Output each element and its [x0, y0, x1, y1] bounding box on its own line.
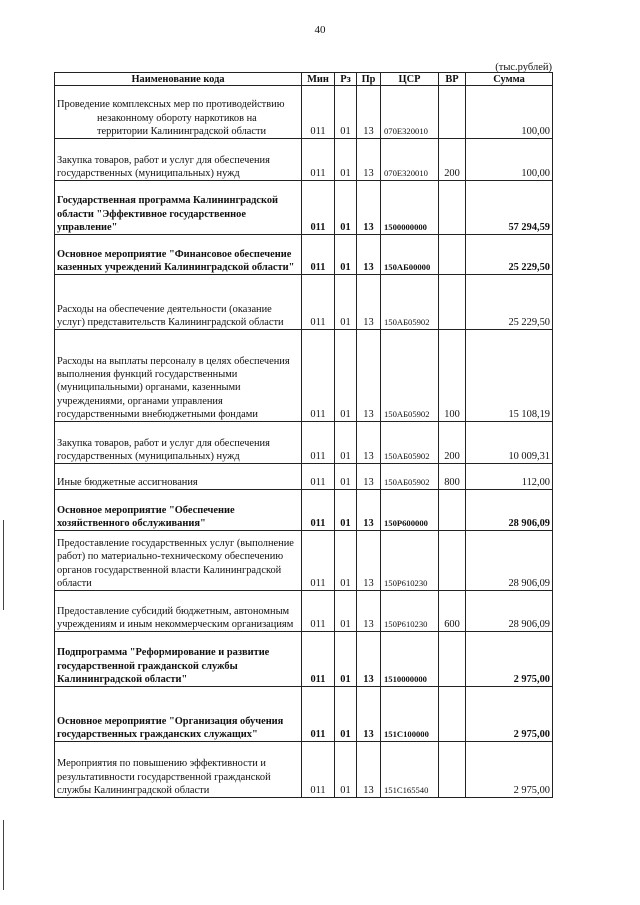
row-csr: 150АБ05902: [381, 275, 439, 330]
row-rz: 01: [335, 86, 357, 139]
row-csr: 1500000000: [381, 181, 439, 235]
row-name: Основное мероприятие "Обеспечение хозяйственного обслуживания": [55, 490, 302, 531]
row-pr: 13: [357, 490, 381, 531]
row-pr: 13: [357, 275, 381, 330]
row-min: 011: [302, 591, 335, 632]
table-header-row: [55, 73, 553, 86]
row-pr: 13: [357, 330, 381, 422]
table-row: [55, 687, 553, 742]
row-name: Государственная программа Калининградской области "Эффективное государственное управление": [55, 181, 302, 235]
header-sum: Сумма: [466, 73, 553, 86]
row-min: 011: [302, 742, 335, 798]
row-min: 011: [302, 632, 335, 687]
page-number: 40: [314, 24, 326, 36]
row-vr: [439, 632, 466, 687]
row-vr: [439, 687, 466, 742]
row-sum: 112,00: [466, 464, 553, 490]
row-csr: 070Е320010: [381, 139, 439, 181]
row-sum: 15 108,19: [466, 330, 553, 422]
row-sum: 28 906,09: [466, 490, 553, 531]
row-min: 011: [302, 490, 335, 531]
row-pr: 13: [357, 531, 381, 591]
row-min: 011: [302, 139, 335, 181]
row-name: Мероприятия по повышению эффективности и результативности государственной гражданской службы Калининградской области: [55, 742, 302, 798]
row-min: 011: [302, 181, 335, 235]
header-rz: Рз: [335, 73, 357, 86]
row-rz: 01: [335, 632, 357, 687]
row-sum: 25 229,50: [466, 275, 553, 330]
row-csr: 150Р610230: [381, 531, 439, 591]
row-min: 011: [302, 464, 335, 490]
row-min: 011: [302, 235, 335, 275]
table-row: [55, 531, 553, 591]
row-name: Основное мероприятие "Финансовое обеспечение казенных учреждений Калининградской области": [55, 235, 302, 275]
table-row: [55, 422, 553, 464]
row-csr: 151С165540: [381, 742, 439, 798]
row-vr: 600: [439, 591, 466, 632]
table-row: [55, 742, 553, 798]
row-sum: 2 975,00: [466, 687, 553, 742]
budget-table: [54, 72, 553, 798]
row-sum: 2 975,00: [466, 632, 553, 687]
row-rz: 01: [335, 330, 357, 422]
row-vr: [439, 490, 466, 531]
row-rz: 01: [335, 181, 357, 235]
units-note: (тыс.рублей): [495, 62, 552, 73]
table-row: [55, 632, 553, 687]
row-sum: 28 906,09: [466, 531, 553, 591]
row-name: Закупка товаров, работ и услуг для обеспечения государственных (муниципальных) нужд: [55, 139, 302, 181]
row-sum: 2 975,00: [466, 742, 553, 798]
row-vr: 200: [439, 422, 466, 464]
row-pr: 13: [357, 86, 381, 139]
header-csr: ЦСР: [381, 73, 439, 86]
row-csr: 150АБ00000: [381, 235, 439, 275]
header-vr: ВР: [439, 73, 466, 86]
row-pr: 13: [357, 464, 381, 490]
table-row: [55, 330, 553, 422]
row-vr: [439, 86, 466, 139]
row-name: Расходы на обеспечение деятельности (оказание услуг) представительств Калининградской области: [55, 275, 302, 330]
row-min: 011: [302, 422, 335, 464]
row-name: Закупка товаров, работ и услуг для обеспечения государственных (муниципальных) нужд: [55, 422, 302, 464]
row-sum: 10 009,31: [466, 422, 553, 464]
table-row: [55, 591, 553, 632]
row-min: 011: [302, 531, 335, 591]
row-name: Предоставление государственных услуг (выполнение работ) по материально-техническому обеспечению органов государственной власти Калининградской области: [55, 531, 302, 591]
row-sum: 57 294,59: [466, 181, 553, 235]
row-rz: 01: [335, 464, 357, 490]
row-csr: 150Р610230: [381, 591, 439, 632]
row-min: 011: [302, 275, 335, 330]
scan-edge-mark: [3, 520, 4, 610]
row-rz: 01: [335, 531, 357, 591]
header-pr: Пр: [357, 73, 381, 86]
row-csr: 150АБ05902: [381, 330, 439, 422]
row-min: 011: [302, 330, 335, 422]
row-min: 011: [302, 86, 335, 139]
header-name: Наименование кода: [55, 73, 302, 86]
table-row: [55, 139, 553, 181]
row-pr: 13: [357, 139, 381, 181]
row-pr: 13: [357, 687, 381, 742]
row-name: Основное мероприятие "Организация обучения государственных гражданских служащих": [55, 687, 302, 742]
row-vr: [439, 181, 466, 235]
row-sum: 100,00: [466, 86, 553, 139]
row-rz: 01: [335, 139, 357, 181]
header-min: Мин: [302, 73, 335, 86]
row-pr: 13: [357, 591, 381, 632]
row-rz: 01: [335, 742, 357, 798]
table-row: [55, 181, 553, 235]
row-name: Предоставление субсидий бюджетным, автономным учреждениям и иным некоммерческим организациям: [55, 591, 302, 632]
row-vr: 800: [439, 464, 466, 490]
row-pr: 13: [357, 235, 381, 275]
row-rz: 01: [335, 275, 357, 330]
row-rz: 01: [335, 422, 357, 464]
row-vr: [439, 235, 466, 275]
row-csr: 151С100000: [381, 687, 439, 742]
row-vr: 200: [439, 139, 466, 181]
row-sum: 28 906,09: [466, 591, 553, 632]
row-pr: 13: [357, 422, 381, 464]
row-csr: 150Р600000: [381, 490, 439, 531]
row-name: Расходы на выплаты персоналу в целях обеспечения выполнения функций государственными (муниципальными) органами, казенными учреждениями, органами управления государственными внебюджетными фондами: [55, 330, 302, 422]
row-vr: 100: [439, 330, 466, 422]
row-csr: 150АБ05902: [381, 464, 439, 490]
scan-edge-mark: [3, 820, 4, 890]
table-row: [55, 235, 553, 275]
row-rz: 01: [335, 687, 357, 742]
row-csr: 150АБ05902: [381, 422, 439, 464]
row-rz: 01: [335, 591, 357, 632]
row-sum: 25 229,50: [466, 235, 553, 275]
row-name: Иные бюджетные ассигнования: [55, 464, 302, 490]
row-name: Подпрограмма "Реформирование и развитие государственной гражданской службы Калининградской области": [55, 632, 302, 687]
row-pr: 13: [357, 181, 381, 235]
row-sum: 100,00: [466, 139, 553, 181]
row-vr: [439, 531, 466, 591]
table-row: [55, 490, 553, 531]
row-rz: 01: [335, 235, 357, 275]
row-csr: 1510000000: [381, 632, 439, 687]
row-csr: 070Е320010: [381, 86, 439, 139]
row-vr: [439, 275, 466, 330]
row-rz: 01: [335, 490, 357, 531]
row-min: 011: [302, 687, 335, 742]
row-pr: 13: [357, 742, 381, 798]
row-vr: [439, 742, 466, 798]
table-row: [55, 464, 553, 490]
row-pr: 13: [357, 632, 381, 687]
table-row: [55, 86, 553, 139]
table-row: [55, 275, 553, 330]
row-name: Проведение комплексных мер по противодействию незаконному обороту наркотиков на территории Калининградской области: [55, 86, 302, 139]
